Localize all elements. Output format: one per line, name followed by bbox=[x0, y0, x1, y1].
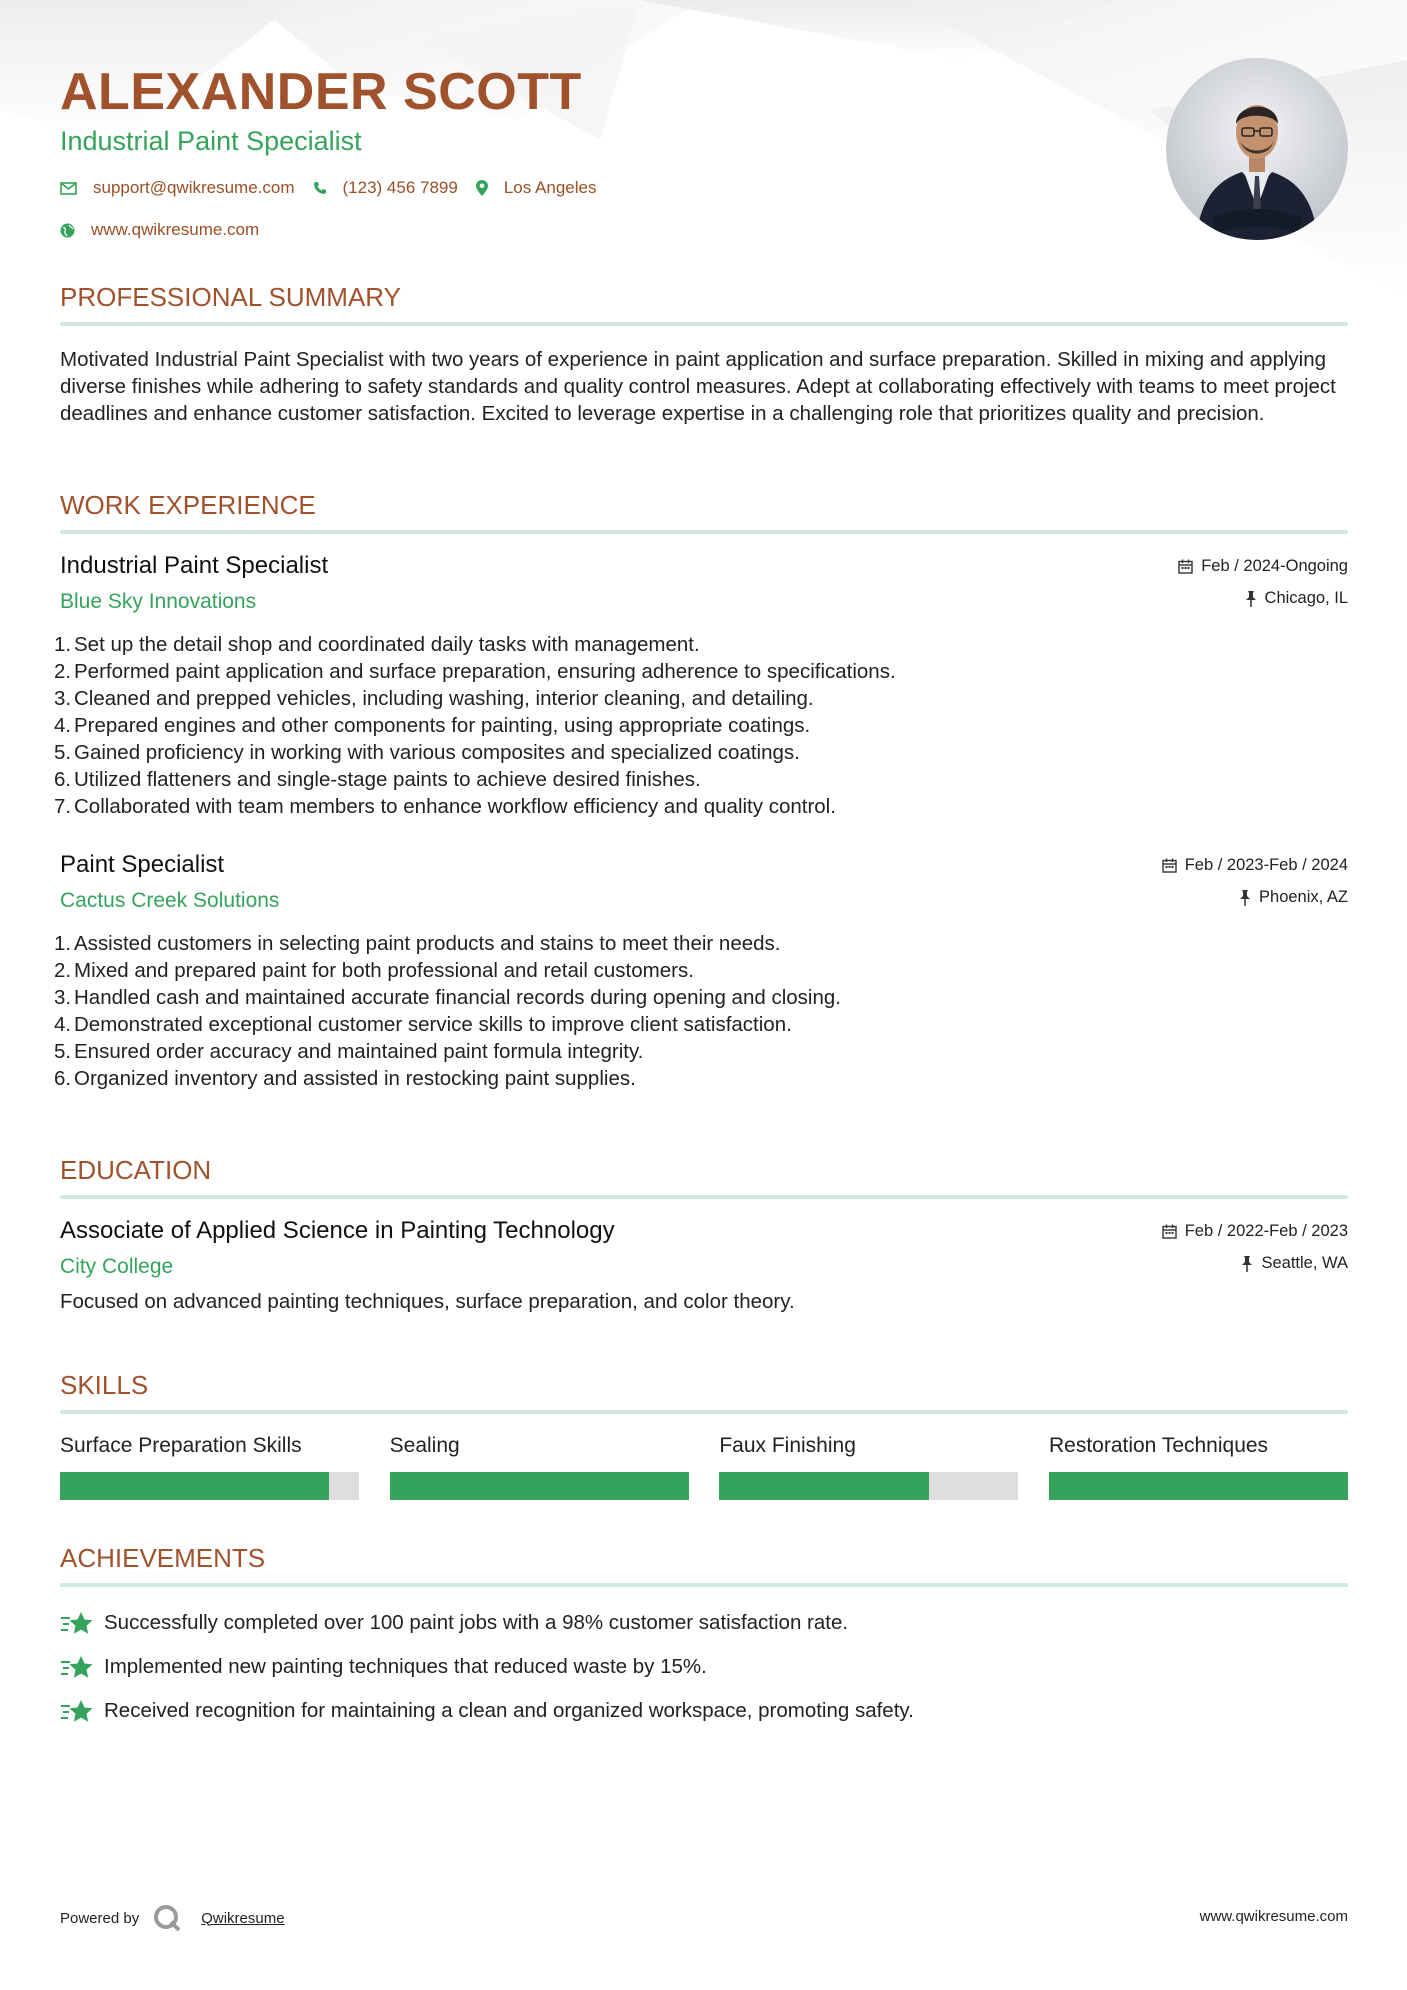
achievements-section bbox=[60, 1542, 1348, 1733]
job-bullet bbox=[54, 984, 1348, 1011]
email-icon bbox=[60, 182, 77, 195]
job-bullet bbox=[54, 1065, 1348, 1092]
bullet-number: 3. bbox=[54, 687, 72, 710]
education-date bbox=[1162, 1222, 1348, 1241]
bullet-number: 5. bbox=[54, 1040, 72, 1063]
section-divider bbox=[60, 530, 1348, 534]
job-bullet bbox=[54, 930, 1348, 957]
qwikresume-logo-icon bbox=[153, 1904, 181, 1932]
skill-item bbox=[719, 1432, 1018, 1500]
bullet-text: Assisted customers in selecting paint products and stains to meet their needs. bbox=[74, 932, 781, 955]
achievement-text: Received recognition for maintaining a clean and organized workspace, promoting safety. bbox=[104, 1699, 914, 1722]
skill-bar-track bbox=[1049, 1472, 1348, 1500]
summary-heading: PROFESSIONAL SUMMARY bbox=[60, 282, 401, 312]
calendar-icon bbox=[1178, 559, 1193, 574]
education-header bbox=[60, 1216, 1348, 1288]
globe-icon bbox=[60, 223, 75, 238]
degree-title: Associate of Applied Science in Painting Technology bbox=[60, 1217, 615, 1244]
job-date-text: Feb / 2024-Ongoing bbox=[1201, 557, 1348, 575]
skill-label: Sealing bbox=[389, 1434, 460, 1457]
job-bullet bbox=[54, 739, 1348, 766]
job-bullet bbox=[54, 631, 1348, 658]
skill-item bbox=[390, 1432, 689, 1500]
achievement-text: Successfully completed over 100 paint jobs with a 98% customer satisfaction rate. bbox=[104, 1611, 849, 1634]
bullet-text: Handled cash and maintained accurate financial records during opening and closing. bbox=[74, 986, 841, 1009]
location-text: Los Angeles bbox=[503, 178, 597, 197]
bullet-number: 6. bbox=[54, 768, 72, 791]
job-location-text: Chicago, IL bbox=[1264, 589, 1348, 607]
bullet-text: Demonstrated exceptional customer service skills to improve client satisfaction. bbox=[74, 1013, 792, 1036]
skill-label: Surface Preparation Skills bbox=[60, 1434, 302, 1457]
pushpin-icon bbox=[1241, 1256, 1253, 1272]
bullet-text: Ensured order accuracy and maintained paint formula integrity. bbox=[74, 1040, 644, 1063]
phone-icon bbox=[313, 181, 327, 195]
job-bullets bbox=[54, 930, 1348, 1092]
star-icon bbox=[60, 1698, 94, 1724]
bullet-number: 7. bbox=[54, 795, 72, 818]
section-divider bbox=[60, 1410, 1348, 1414]
skill-bar-track bbox=[60, 1472, 359, 1500]
skills-list bbox=[60, 1432, 1348, 1500]
job-role: Paint Specialist bbox=[60, 851, 225, 878]
contact-row-secondary bbox=[60, 220, 1160, 240]
education-section bbox=[60, 1154, 1348, 1315]
job-date bbox=[1162, 856, 1348, 875]
bullet-text: Utilized flatteners and single-stage paints to achieve desired finishes. bbox=[74, 768, 701, 791]
job-header bbox=[60, 850, 1348, 922]
bullet-text: Set up the detail shop and coordinated daily tasks with management. bbox=[74, 633, 700, 656]
candidate-photo bbox=[1166, 58, 1348, 240]
skill-bar-fill bbox=[60, 1472, 329, 1500]
skill-label: Restoration Techniques bbox=[1048, 1434, 1269, 1457]
powered-by-label: Powered by bbox=[60, 1909, 140, 1927]
job-location-text: Phoenix, AZ bbox=[1259, 888, 1348, 906]
contact-location bbox=[476, 178, 597, 198]
education-entry bbox=[60, 1216, 1348, 1315]
page-footer bbox=[60, 1896, 1348, 1936]
job-bullet bbox=[54, 766, 1348, 793]
skill-item bbox=[60, 1432, 359, 1500]
email-text: support@qwikresume.com bbox=[93, 178, 295, 197]
school-name: City College bbox=[60, 1255, 174, 1278]
job-date-text: Feb / 2023-Feb / 2024 bbox=[1184, 856, 1348, 874]
map-pin-icon bbox=[476, 180, 488, 196]
contact-website[interactable] bbox=[60, 220, 259, 240]
candidate-name: ALEXANDER SCOTT bbox=[60, 63, 582, 121]
skill-bar-track bbox=[390, 1472, 689, 1500]
job-company: Cactus Creek Solutions bbox=[60, 889, 280, 912]
achievement-item bbox=[60, 1689, 1348, 1733]
education-location bbox=[1241, 1254, 1348, 1273]
education-date-text: Feb / 2022-Feb / 2023 bbox=[1184, 1222, 1348, 1240]
bullet-text: Prepared engines and other components for painting, using appropriate coatings. bbox=[74, 714, 811, 737]
skill-bar-fill bbox=[390, 1472, 689, 1500]
pushpin-icon bbox=[1245, 591, 1257, 607]
experience-section bbox=[54, 489, 1348, 1092]
summary-text: Motivated Industrial Paint Specialist with two years of experience in paint application and surface preparation. Skilled in mixing and applying diverse finishes while adhering to safety standards and quality control measures. Adept at collaborating effectively with teams to meet project deadlines and enhance customer satisfaction. Excited to leverage expertise in a challenging role that prioritizes quality and precision. bbox=[60, 348, 1336, 425]
bullet-number: 1. bbox=[54, 633, 72, 656]
candidate-title: Industrial Paint Specialist bbox=[60, 126, 362, 156]
job-bullet bbox=[54, 712, 1348, 739]
contact-phone[interactable] bbox=[313, 178, 458, 198]
bullet-number: 5. bbox=[54, 741, 72, 764]
portrait-illustration bbox=[1166, 58, 1348, 240]
bullet-number: 6. bbox=[54, 1067, 72, 1090]
section-divider bbox=[60, 1195, 1348, 1199]
phone-text: (123) 456 7899 bbox=[342, 178, 458, 197]
bullet-number: 2. bbox=[54, 959, 72, 982]
skill-item bbox=[1049, 1432, 1348, 1500]
bullet-text: Organized inventory and assisted in restocking paint supplies. bbox=[74, 1067, 636, 1090]
resume-page bbox=[54, 0, 1348, 1990]
skill-bar-track bbox=[719, 1472, 1018, 1500]
achievement-item bbox=[60, 1601, 1348, 1645]
skills-section bbox=[60, 1369, 1348, 1500]
achievement-text: Implemented new painting techniques that reduced waste by 15%. bbox=[104, 1655, 707, 1678]
job-bullet bbox=[54, 793, 1348, 820]
bullet-text: Mixed and prepared paint for both professional and retail customers. bbox=[74, 959, 694, 982]
summary-section bbox=[60, 281, 1348, 427]
bullet-text: Collaborated with team members to enhance workflow efficiency and quality control. bbox=[74, 795, 836, 818]
star-icon bbox=[60, 1654, 94, 1680]
job-bullet bbox=[54, 685, 1348, 712]
job-bullets bbox=[54, 631, 1348, 820]
skills-heading: SKILLS bbox=[60, 1370, 149, 1400]
job-location bbox=[1239, 888, 1348, 907]
skill-label: Faux Finishing bbox=[719, 1434, 856, 1457]
bullet-number: 1. bbox=[54, 932, 72, 955]
section-divider bbox=[60, 322, 1348, 326]
contact-email[interactable] bbox=[60, 178, 295, 198]
education-description: Focused on advanced painting techniques, surface preparation, and color theory. bbox=[60, 1290, 795, 1313]
experience-heading: WORK EXPERIENCE bbox=[60, 490, 316, 520]
contact-row-primary bbox=[60, 178, 1160, 198]
job-location bbox=[1245, 589, 1348, 608]
bullet-text: Gained proficiency in working with various composites and specialized coatings. bbox=[74, 741, 800, 764]
bullet-number: 4. bbox=[54, 1013, 72, 1036]
bullet-text: Performed paint application and surface preparation, ensuring adherence to specifications. bbox=[74, 660, 896, 683]
job-entry bbox=[54, 551, 1348, 820]
footer-website[interactable]: www.qwikresume.com bbox=[1199, 1908, 1348, 1925]
achievements-heading: ACHIEVEMENTS bbox=[60, 1543, 266, 1573]
skill-bar-fill bbox=[719, 1472, 928, 1500]
website-text: www.qwikresume.com bbox=[91, 220, 260, 239]
powered-by bbox=[60, 1904, 285, 1932]
qwikresume-link[interactable]: Qwikresume bbox=[201, 1909, 285, 1927]
education-location-text: Seattle, WA bbox=[1261, 1254, 1348, 1272]
job-bullet bbox=[54, 658, 1348, 685]
calendar-icon bbox=[1162, 858, 1177, 873]
pushpin-icon bbox=[1239, 890, 1251, 906]
calendar-icon bbox=[1162, 1224, 1177, 1239]
skill-bar-fill bbox=[1049, 1472, 1348, 1500]
bullet-number: 3. bbox=[54, 986, 72, 1009]
job-bullet bbox=[54, 1038, 1348, 1065]
education-heading: EDUCATION bbox=[60, 1155, 212, 1185]
bullet-number: 2. bbox=[54, 660, 72, 683]
job-bullet bbox=[54, 1011, 1348, 1038]
job-entry bbox=[54, 850, 1348, 1092]
section-divider bbox=[60, 1583, 1348, 1587]
star-icon bbox=[60, 1610, 94, 1636]
job-header bbox=[60, 551, 1348, 623]
job-bullet bbox=[54, 957, 1348, 984]
job-role: Industrial Paint Specialist bbox=[60, 552, 329, 579]
bullet-number: 4. bbox=[54, 714, 72, 737]
job-company: Blue Sky Innovations bbox=[60, 590, 257, 613]
achievements-list bbox=[60, 1601, 1348, 1733]
resume-header bbox=[60, 62, 1160, 240]
bullet-text: Cleaned and prepped vehicles, including washing, interior cleaning, and detailing. bbox=[74, 687, 814, 710]
job-date bbox=[1178, 557, 1348, 576]
achievement-item bbox=[60, 1645, 1348, 1689]
